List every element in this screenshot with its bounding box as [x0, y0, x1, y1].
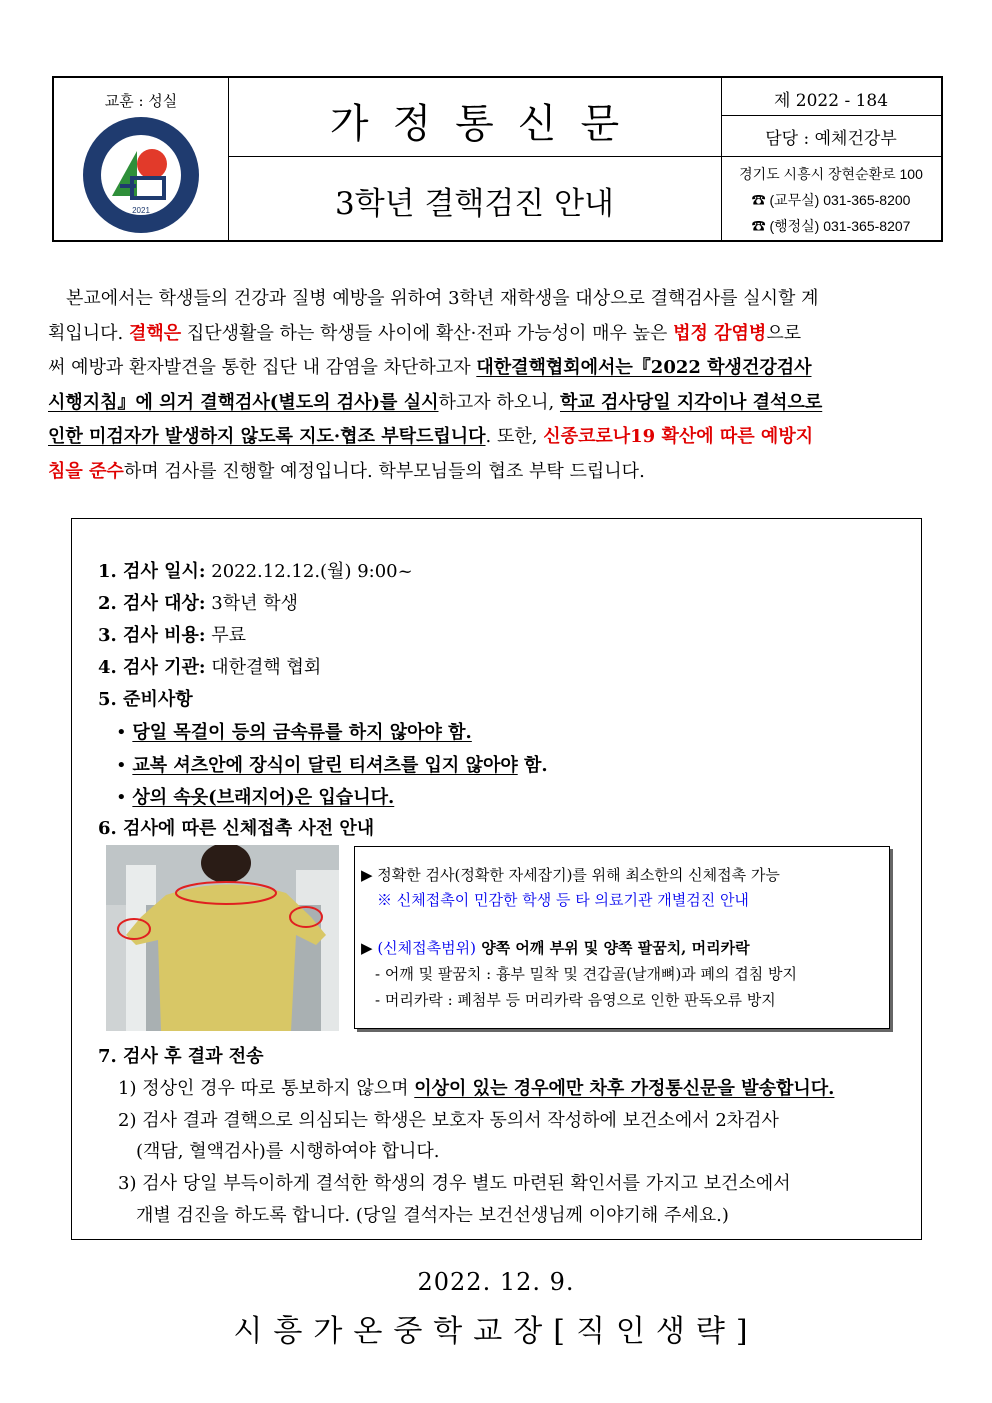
item-target: 2. 검사 대상: 3학년 학생: [98, 593, 298, 614]
item-result: 7. 검사 후 결과 전송: [98, 1046, 264, 1067]
title-row: [228, 78, 721, 157]
result-line-3b: 개별 검진을 하도록 합니다. (당일 결석자는 보건선생님께 이야기해 주세요.): [136, 1205, 729, 1226]
result-line-2: 2) 검사 결과 결핵으로 의심되는 학생은 보호자 동의서 작성하에 보건소에서 2차검사: [118, 1110, 779, 1131]
issue-date: 2022. 12. 9.: [417, 1268, 575, 1296]
note-line: - 머리카락 : 폐첨부 등 머리카락 음영으로 인한 판독오류 방지: [375, 991, 776, 1009]
note-line: - 어깨 및 팔꿈치 : 흉부 밀착 및 견갑골(날개뼈)과 폐의 겹침 방지: [375, 965, 798, 983]
page-title: 가정통신문: [329, 101, 644, 147]
principal-signature: 시흥가온중학교장[직인생략]: [233, 1314, 759, 1349]
intro-line: 침을 준수하며 검사를 진행할 예정입니다. 학부모님들의 협조 부탁 드립니다.: [48, 460, 645, 482]
item-preparation: 5. 준비사항: [98, 689, 193, 710]
header-title-cell: [228, 78, 722, 240]
item-date: 1. 검사 일시: 2022.12.12.(월) 9:00~: [98, 561, 413, 582]
school-address: 경기도 시흥시 장현순환로 100: [739, 166, 923, 182]
contact-notice-box: [354, 846, 890, 1029]
header-logo-cell: [54, 78, 229, 240]
note-line: ▶ (신체접촉범위) 양쪽 어깨 부위 및 양쪽 팔꿈치, 머리카락: [361, 939, 750, 957]
intro-line: 시행지침』에 의거 결핵검사(별도의 검사)를 실시하고자 하오니, 학교 검사당일 지각이나 결석으로: [48, 391, 823, 413]
school-motto: 교훈 : 성실: [104, 92, 178, 110]
prep-item-2: • 교복 셔츠안에 장식이 달린 티셔츠를 입지 않아야 함.: [116, 755, 548, 776]
note-line: ※ 신체접촉이 민감한 학생 등 타 의료기관 개별검진 안내: [377, 891, 749, 909]
phone-teachers: ☎ (교무실) 031-365-8200: [751, 192, 911, 208]
header-info-cell: [721, 78, 941, 240]
doc-number: 제 2022 - 184: [773, 91, 889, 111]
prep-item-3: • 상의 속옷(브래지어)은 입습니다.: [116, 787, 395, 808]
intro-line: 본교에서는 학생들의 건강과 질병 예방을 위하여 3학년 재학생을 대상으로 결핵검사를 실시할 계: [66, 288, 819, 309]
doc-number-row: [721, 78, 941, 116]
header-table: [52, 76, 943, 242]
logo-year: 2021: [132, 206, 150, 215]
prep-item-1: • 당일 목걸이 등의 금속류를 하지 않아야 함.: [116, 722, 472, 743]
result-line-3: 3) 검사 당일 부득이하게 결석한 학생의 경우 별도 마련된 확인서를 가지고 보건소에서: [118, 1173, 791, 1194]
item-contact-notice: 6. 검사에 따른 신체접촉 사전 안내: [98, 818, 375, 839]
school-logo: [82, 116, 200, 234]
intro-line: 인한 미검자가 발생하지 않도록 지도·협조 부탁드립니다. 또한, 신종코로나19 확산에 따른 예방지: [48, 426, 814, 447]
intro-paragraph: [48, 282, 944, 489]
chest-xray-posture-photo: [106, 845, 339, 1031]
result-line-1: 1) 정상인 경우 따로 통보하지 않으며 이상이 있는 경우에만 차후 가정통신문을 발송합니다.: [118, 1078, 835, 1099]
result-line-2b: (객담, 혈액검사)를 시행하여야 합니다.: [136, 1141, 440, 1162]
details-box: [71, 518, 922, 1240]
phone-admin: ☎ (행정실) 031-365-8207: [751, 218, 911, 234]
department-row: [721, 116, 941, 157]
intro-line: 획입니다. 결핵은 집단생활을 하는 학생들 사이에 확산·전파 가능성이 매우 높은 법정 감염병으로: [48, 322, 802, 344]
note-line: ▶ 정확한 검사(정확한 자세잡기)를 위해 최소한의 신체접촉 가능: [361, 866, 780, 884]
item-institution: 4. 검사 기관: 대한결핵 협회: [98, 657, 322, 678]
department: 담당 : 예체건강부: [765, 129, 897, 149]
page-subtitle: 3학년 결핵검진 안내: [335, 186, 614, 222]
intro-line: 써 예방과 환자발견을 통한 집단 내 감염을 차단하고자 대한결핵협회에서는『2022 학생건강검사: [48, 357, 812, 378]
item-cost: 3. 검사 비용: 무료: [98, 625, 247, 646]
